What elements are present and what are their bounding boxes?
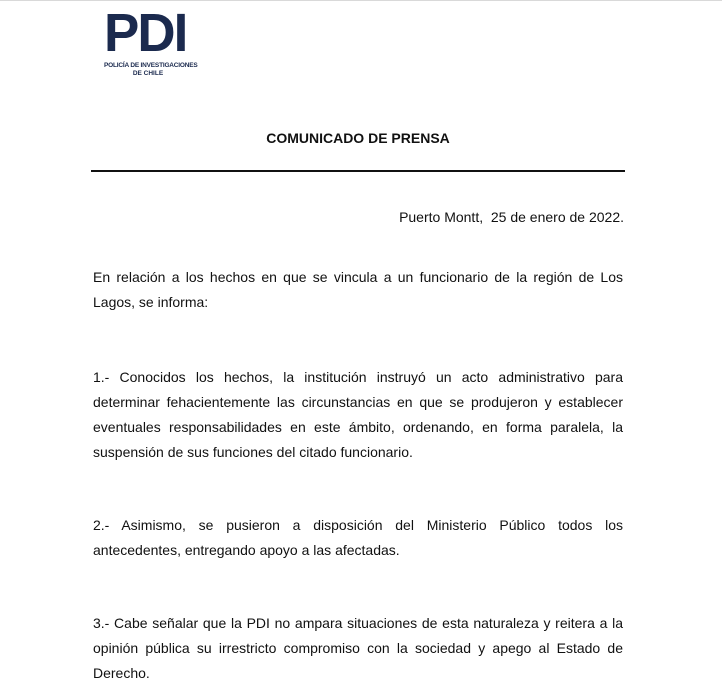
pdi-logo-mark: PDI <box>104 3 187 63</box>
pdi-logo-subtitle-line2: DE CHILE <box>132 70 164 77</box>
paragraph-3: 3.- Cabe señalar que la PDI no ampara situaciones de esta naturaleza y reitera a la opinión pública su irrestricto compromiso con la sociedad y apego al Estado de Derecho. <box>93 615 623 681</box>
pdi-logo-subtitle-line1: POLICÍA DE INVESTIGACIONES <box>104 62 198 69</box>
pdi-logo <box>104 3 198 87</box>
date-line: Puerto Montt, 25 de enero de 2022. <box>399 209 624 225</box>
paragraph-1: 1.- Conocidos los hechos, la institución instruyó un acto administrativo para determinar fehacientemente las circunstancias en que se produjeron y establecer eventuales responsabilidades en este ámbito, ordenando, en forma paralela, la suspensión de sus funciones del citado funcionario. <box>93 369 623 460</box>
paragraph-2: 2.- Asimismo, se pusieron a disposición del Ministerio Público todos los antecedentes, entregando apoyo a las afectadas. <box>93 517 623 558</box>
document-title: COMUNICADO DE PRENSA <box>266 130 450 146</box>
intro-paragraph: En relación a los hechos en que se vincula a un funcionario de la región de Los Lagos, se informa: <box>93 269 623 310</box>
title-divider <box>91 170 625 172</box>
